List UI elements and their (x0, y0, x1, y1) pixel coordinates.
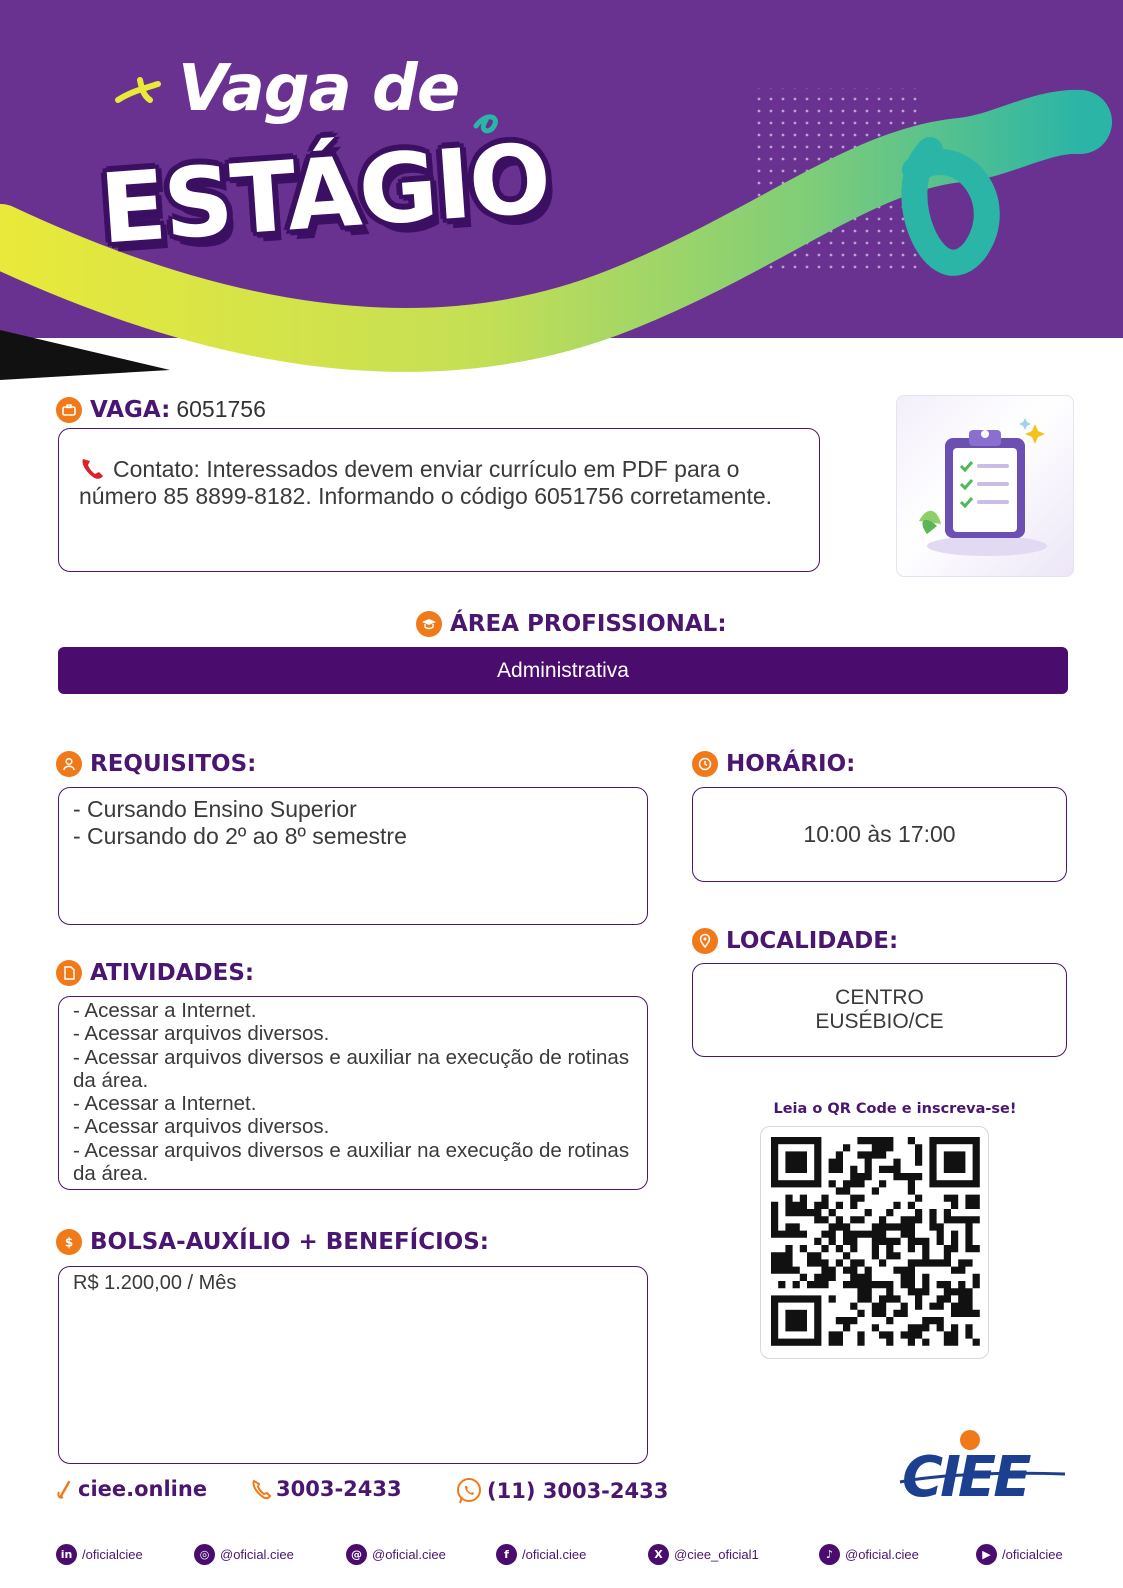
atividades-heading (56, 960, 254, 986)
vaga-label: VAGA: (90, 396, 171, 423)
atividade-item: - Acessar arquivos diversos e auxiliar na execução de rotinas da área. (73, 1045, 630, 1092)
youtube-icon: ▶ (976, 1544, 997, 1565)
social-handle: /oficialciee (1002, 1547, 1063, 1562)
atividade-item: - Acessar arquivos diversos e auxiliar na execução de rotinas da área. (73, 1138, 630, 1186)
social-tiktok[interactable] (819, 1544, 919, 1565)
clipboard-illustration (896, 395, 1074, 577)
area-value: Administrativa (497, 658, 629, 682)
title-line1: Vaga de (178, 52, 460, 126)
svg-text:$: $ (64, 1235, 74, 1250)
linkedin-icon: in (56, 1544, 77, 1565)
vaga-heading (56, 396, 266, 423)
contact-box (58, 428, 820, 572)
bolsa-value: R$ 1.200,00 / Mês (73, 1272, 237, 1294)
social-youtube[interactable] (976, 1544, 1063, 1565)
qr-finder-pattern (775, 1141, 818, 1184)
whatsapp-icon (455, 1477, 483, 1505)
threads-icon: @ (346, 1544, 367, 1565)
social-handle: /oficialciee (82, 1547, 143, 1562)
footer-whatsapp[interactable] (455, 1477, 668, 1505)
horario-value: 10:00 às 17:00 (803, 821, 956, 847)
ciee-logo (890, 1424, 1070, 1502)
qr-code-graphic (771, 1137, 980, 1350)
title-line2: ESTÁGIO (96, 122, 553, 266)
phone-icon (79, 455, 109, 481)
qr-finder-pattern (775, 1299, 818, 1342)
area-label: ÁREA PROFISSIONAL: (450, 611, 727, 637)
requisitos-label: REQUISITOS: (90, 751, 257, 777)
requisito-item: - Cursando do 2º ao 8º semestre (73, 823, 407, 849)
qr-finder-pattern (933, 1141, 976, 1184)
bolsa-label: BOLSA-AUXÍLIO + BENEFÍCIOS: (90, 1229, 489, 1255)
requisitos-heading (56, 751, 256, 777)
vaga-number: 6051756 (176, 396, 266, 422)
whatsapp-text: (11) 3003-2433 (487, 1479, 669, 1503)
atividade-item: - Acessar arquivos diversos. (73, 1115, 330, 1139)
link-icon (56, 1478, 74, 1500)
social-x[interactable] (648, 1544, 759, 1565)
clipboard-icon (897, 396, 1075, 578)
horario-label: HORÁRIO: (726, 751, 856, 777)
localidade-heading (692, 928, 898, 954)
social-instagram[interactable] (194, 1544, 294, 1565)
social-handle: @oficial.ciee (845, 1547, 919, 1562)
social-handle: /oficial.ciee (522, 1547, 587, 1562)
social-threads[interactable] (346, 1544, 446, 1565)
area-heading (416, 611, 727, 637)
social-handle: @oficial.ciee (220, 1547, 294, 1562)
logo-text: CIEE (902, 1445, 1029, 1502)
localidade-box (692, 963, 1067, 1057)
localidade-line1: CENTRO (835, 986, 924, 1009)
x-icon: X (648, 1544, 669, 1565)
qr-code[interactable] (760, 1126, 989, 1359)
requisito-item: - Cursando Ensino Superior (73, 796, 357, 822)
area-value-bar (58, 647, 1068, 694)
social-facebook[interactable] (496, 1544, 586, 1565)
location-pin-icon (692, 928, 718, 954)
briefcase-icon (56, 397, 82, 423)
footer-phone[interactable] (250, 1477, 402, 1501)
atividade-item: - Acessar a Internet. (73, 999, 257, 1022)
qr-caption: Leia o QR Code e inscreva-se! (773, 1101, 1017, 1117)
contact-text: Contato: Interessados devem enviar currículo em PDF para o número 85 8899-8182. Informando o código 6051756 corretamente. (79, 456, 773, 509)
bolsa-box (58, 1266, 648, 1464)
instagram-icon: ◎ (194, 1544, 215, 1565)
atividade-item: - Acessar a Internet. (73, 1092, 257, 1116)
clock-icon (692, 751, 718, 777)
social-handle: @ciee_oficial1 (674, 1547, 759, 1562)
document-icon (56, 960, 82, 986)
atividades-box (58, 996, 648, 1190)
dollar-icon (56, 1229, 82, 1255)
graduation-cap-icon (416, 611, 442, 637)
header-banner (0, 0, 1123, 390)
bolsa-heading (56, 1229, 489, 1255)
site-text: ciee.online (78, 1477, 208, 1501)
phone-icon (250, 1478, 272, 1500)
horario-box (692, 787, 1067, 882)
atividades-label: ATIVIDADES: (90, 960, 255, 986)
footer-site[interactable] (56, 1477, 207, 1501)
social-links (56, 1544, 1076, 1570)
horario-heading (692, 751, 855, 777)
social-linkedin[interactable] (56, 1544, 143, 1565)
phone-text: 3003-2433 (276, 1477, 402, 1501)
person-icon (56, 751, 82, 777)
atividade-item: - Acessar arquivos diversos. (73, 1022, 330, 1046)
facebook-icon: f (496, 1544, 517, 1565)
localidade-line2: EUSÉBIO/CE (815, 1010, 944, 1033)
localidade-label: LOCALIDADE: (726, 928, 899, 954)
requisitos-box (58, 787, 648, 925)
social-handle: @oficial.ciee (372, 1547, 446, 1562)
tiktok-icon: ♪ (819, 1544, 840, 1565)
